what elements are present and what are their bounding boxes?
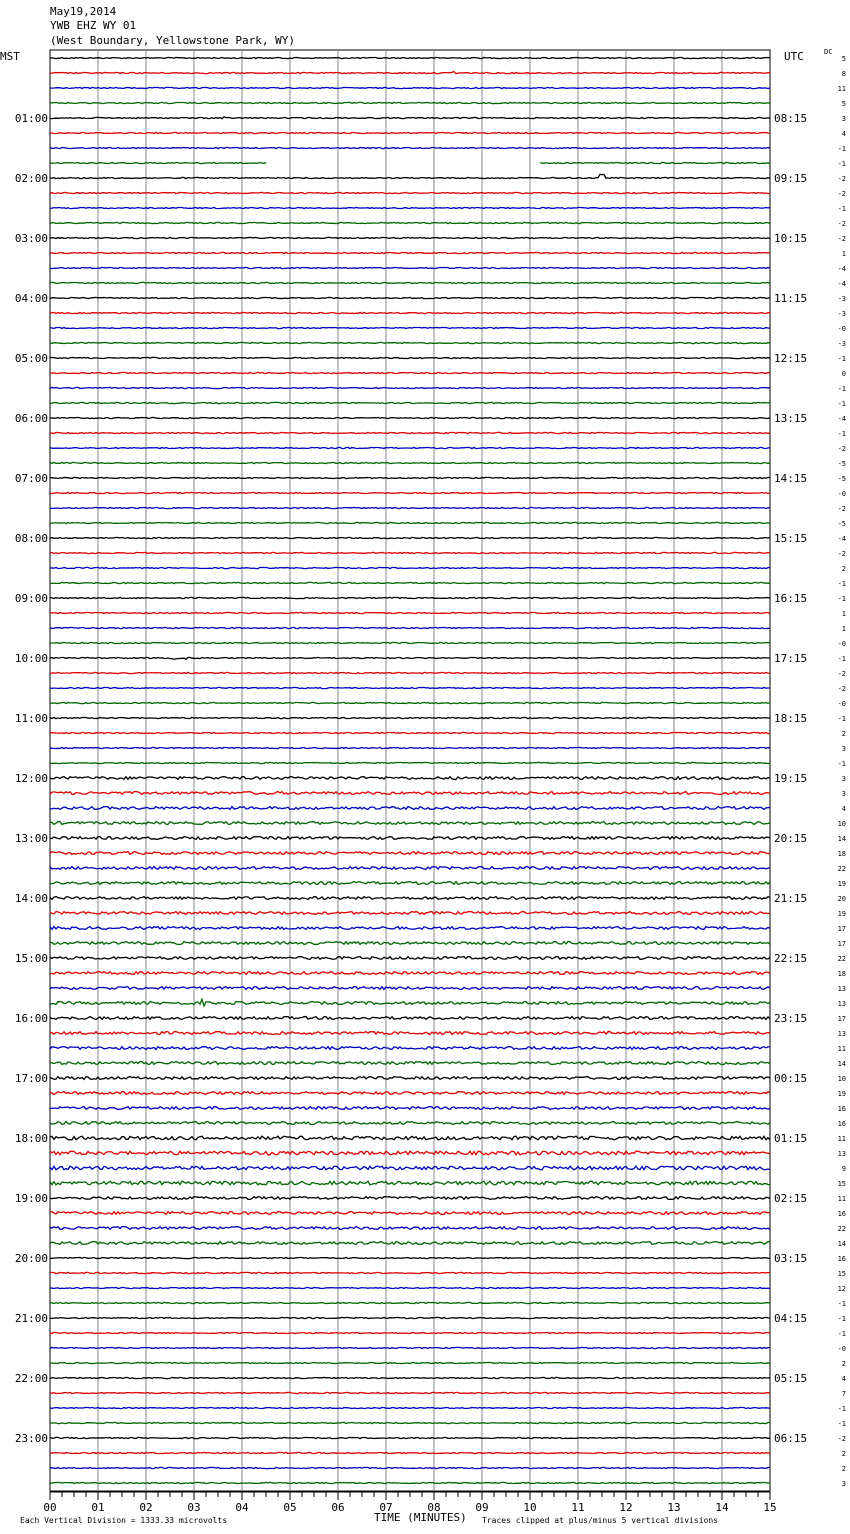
utc-hour-label: 23:15 bbox=[774, 1012, 808, 1025]
dc-offset-label: -1 bbox=[837, 1420, 846, 1428]
dc-offset-label: 2 bbox=[841, 1360, 846, 1368]
mst-hour-label: 02:00 bbox=[14, 172, 48, 185]
trace-row bbox=[50, 402, 770, 403]
dc-offset-label: 16 bbox=[837, 1210, 846, 1218]
trace-row bbox=[50, 1272, 770, 1273]
dc-offset-label: -4 bbox=[837, 280, 846, 288]
trace-row bbox=[50, 1392, 770, 1393]
dc-offset-label: 16 bbox=[837, 1120, 846, 1128]
dc-offset-label: 1 bbox=[841, 625, 846, 633]
dc-offset-label: -2 bbox=[837, 445, 846, 453]
dc-offset-label: 18 bbox=[837, 850, 846, 858]
trace-row bbox=[50, 507, 770, 508]
dc-offset-label: 13 bbox=[837, 1030, 846, 1038]
trace-row bbox=[50, 567, 770, 568]
trace-row bbox=[50, 597, 770, 598]
dc-offset-label: -3 bbox=[837, 340, 846, 348]
mst-hour-label: 08:00 bbox=[14, 532, 48, 545]
trace-row bbox=[50, 1437, 770, 1438]
mst-hour-label: 09:00 bbox=[14, 592, 48, 605]
dc-offset-label: 13 bbox=[837, 1150, 846, 1158]
utc-hour-label: 11:15 bbox=[774, 292, 808, 305]
x-tick-label: 06 bbox=[331, 1501, 345, 1514]
trace-row bbox=[50, 582, 770, 583]
utc-hour-label: 14:15 bbox=[774, 472, 808, 485]
trace-row bbox=[50, 297, 770, 298]
trace-row bbox=[50, 477, 770, 478]
trace-row bbox=[50, 927, 770, 930]
dc-offset-label: 1 bbox=[841, 250, 846, 258]
dc-offset-label: -0 bbox=[837, 490, 846, 498]
mst-hour-label: 23:00 bbox=[14, 1432, 48, 1445]
trace-row bbox=[50, 1302, 770, 1303]
trace-row bbox=[50, 57, 770, 58]
trace-row bbox=[50, 267, 770, 268]
dc-offset-label: -1 bbox=[837, 715, 846, 723]
utc-hour-label: 13:15 bbox=[774, 412, 808, 425]
trace-row bbox=[50, 687, 770, 688]
dc-offset-label: -2 bbox=[837, 1435, 846, 1443]
trace-row bbox=[50, 747, 770, 748]
x-tick-label: 03 bbox=[187, 1501, 201, 1514]
mst-hour-label: 22:00 bbox=[14, 1372, 48, 1385]
mst-hour-label: 16:00 bbox=[14, 1012, 48, 1025]
dc-offset-label: 3 bbox=[841, 775, 846, 783]
utc-hour-label: 01:15 bbox=[774, 1132, 808, 1145]
dc-offset-label: 17 bbox=[837, 1015, 846, 1023]
trace-row bbox=[50, 417, 770, 418]
dc-offset-label: -4 bbox=[837, 415, 846, 423]
trace-row bbox=[50, 342, 770, 343]
trace-row bbox=[50, 1092, 770, 1095]
dc-offset-label: -1 bbox=[837, 145, 846, 153]
dc-offset-label: -4 bbox=[837, 265, 846, 273]
trace-row bbox=[50, 792, 770, 795]
trace-row bbox=[50, 822, 770, 825]
utc-hour-label: 16:15 bbox=[774, 592, 808, 605]
trace-row bbox=[50, 1166, 770, 1170]
x-tick-label: 05 bbox=[283, 1501, 297, 1514]
trace-row bbox=[50, 552, 770, 553]
trace-row bbox=[50, 702, 770, 703]
x-tick-label: 00 bbox=[43, 1501, 57, 1514]
mst-hour-label: 06:00 bbox=[14, 412, 48, 425]
dc-offset-label: 13 bbox=[837, 1000, 846, 1008]
trace-row bbox=[50, 657, 770, 659]
dc-offset-label: 10 bbox=[837, 820, 846, 828]
trace-row bbox=[50, 147, 770, 148]
dc-offset-label: 22 bbox=[837, 865, 846, 873]
trace-row bbox=[50, 162, 770, 163]
trace-row bbox=[50, 87, 770, 88]
trace-row bbox=[50, 1332, 770, 1333]
dc-offset-label: 15 bbox=[837, 1180, 846, 1188]
trace-row bbox=[50, 987, 770, 990]
dc-label: DC bbox=[824, 48, 833, 56]
dc-offset-label: 2 bbox=[841, 565, 846, 573]
dc-offset-label: -1 bbox=[837, 355, 846, 363]
dc-offset-label: 19 bbox=[837, 1090, 846, 1098]
dc-offset-label: 22 bbox=[837, 1225, 846, 1233]
dc-offset-label: -5 bbox=[837, 520, 846, 528]
trace-row bbox=[50, 972, 770, 975]
dc-offset-label: 3 bbox=[841, 790, 846, 798]
mst-hour-label: 12:00 bbox=[14, 772, 48, 785]
utc-hour-label: 02:15 bbox=[774, 1192, 808, 1205]
utc-hour-label: 00:15 bbox=[774, 1072, 808, 1085]
dc-offset-label: 11 bbox=[837, 85, 846, 93]
trace-row bbox=[50, 642, 770, 643]
trace-row bbox=[50, 1482, 770, 1483]
mst-hour-label: 03:00 bbox=[14, 232, 48, 245]
dc-offset-label: 20 bbox=[837, 895, 846, 903]
trace-row bbox=[50, 1107, 770, 1110]
trace-row bbox=[50, 837, 770, 840]
x-tick-label: 02 bbox=[139, 1501, 153, 1514]
utc-hour-label: 12:15 bbox=[774, 352, 808, 365]
trace-row bbox=[50, 1242, 770, 1245]
trace-row bbox=[50, 102, 770, 103]
trace-row bbox=[50, 1197, 770, 1200]
trace-row bbox=[50, 1407, 770, 1408]
dc-offset-label: 14 bbox=[837, 1240, 846, 1248]
utc-hour-label: 03:15 bbox=[774, 1252, 808, 1265]
trace-row bbox=[50, 897, 770, 900]
dc-offset-label: 14 bbox=[837, 835, 846, 843]
mst-hour-label: 17:00 bbox=[14, 1072, 48, 1085]
date-title: May19,2014 bbox=[50, 5, 117, 18]
trace-row bbox=[50, 777, 770, 780]
dc-offset-label: 2 bbox=[841, 1465, 846, 1473]
utc-hour-label: 19:15 bbox=[774, 772, 808, 785]
trace-row bbox=[50, 1047, 770, 1050]
utc-hour-label: 06:15 bbox=[774, 1432, 808, 1445]
dc-offset-label: 2 bbox=[841, 730, 846, 738]
utc-hour-label: 08:15 bbox=[774, 112, 808, 125]
station-title: YWB EHZ WY 01 bbox=[50, 19, 137, 32]
dc-offset-label: -2 bbox=[837, 235, 846, 243]
clip-note: Traces clipped at plus/minus 5 vertical divisions bbox=[482, 1516, 719, 1525]
dc-offset-label: -1 bbox=[837, 400, 846, 408]
trace-row bbox=[50, 957, 770, 960]
scale-note: Each Vertical Division = 1333.33 microvolts bbox=[20, 1516, 228, 1525]
dc-offset-label: -4 bbox=[837, 535, 846, 543]
dc-offset-label: 12 bbox=[837, 1285, 846, 1293]
trace-row bbox=[50, 207, 770, 208]
trace-row bbox=[50, 357, 770, 358]
dc-offset-label: -3 bbox=[837, 310, 846, 318]
trace-row bbox=[50, 327, 770, 328]
dc-offset-label: 9 bbox=[841, 1165, 846, 1173]
dc-offset-label: -2 bbox=[837, 190, 846, 198]
dc-offset-label: 16 bbox=[837, 1255, 846, 1263]
dc-offset-label: 7 bbox=[841, 1390, 846, 1398]
dc-offset-label: 11 bbox=[837, 1195, 846, 1203]
trace-row bbox=[50, 627, 770, 628]
trace-row bbox=[50, 132, 770, 133]
trace-row bbox=[50, 72, 770, 74]
dc-offset-label: 3 bbox=[841, 745, 846, 753]
dc-offset-label: -1 bbox=[837, 430, 846, 438]
dc-offset-label: 5 bbox=[841, 100, 846, 108]
mst-hour-label: 01:00 bbox=[14, 112, 48, 125]
dc-offset-label: -5 bbox=[837, 460, 846, 468]
utc-hour-label: 09:15 bbox=[774, 172, 808, 185]
dc-offset-label: 19 bbox=[837, 880, 846, 888]
trace-row bbox=[50, 762, 770, 763]
dc-offset-label: 5 bbox=[841, 55, 846, 63]
trace-row bbox=[50, 387, 770, 388]
x-tick-label: 09 bbox=[475, 1501, 489, 1514]
dc-offset-label: -1 bbox=[837, 385, 846, 393]
utc-hour-label: 17:15 bbox=[774, 652, 808, 665]
dc-offset-label: -1 bbox=[837, 160, 846, 168]
x-tick-label: 10 bbox=[523, 1501, 537, 1514]
trace-row bbox=[50, 222, 770, 223]
mst-hour-label: 15:00 bbox=[14, 952, 48, 965]
x-tick-label: 01 bbox=[91, 1501, 105, 1514]
dc-offset-label: 3 bbox=[841, 1480, 846, 1488]
mst-hour-label: 18:00 bbox=[14, 1132, 48, 1145]
trace-row bbox=[50, 732, 770, 733]
dc-offset-label: 13 bbox=[837, 985, 846, 993]
trace-row bbox=[50, 1287, 770, 1288]
trace-row bbox=[50, 1257, 770, 1258]
trace-row bbox=[50, 462, 770, 463]
utc-hour-label: 10:15 bbox=[774, 232, 808, 245]
trace-row bbox=[50, 672, 770, 673]
dc-offset-label: -1 bbox=[837, 760, 846, 768]
dc-offset-label: 4 bbox=[841, 1375, 846, 1383]
trace-row bbox=[50, 432, 770, 433]
trace-row bbox=[50, 1422, 770, 1423]
trace-row bbox=[50, 447, 770, 448]
trace-row bbox=[50, 717, 770, 718]
trace-row bbox=[50, 174, 770, 178]
trace-row bbox=[50, 237, 770, 238]
trace-row bbox=[50, 1227, 770, 1230]
dc-offset-label: -2 bbox=[837, 505, 846, 513]
trace-row bbox=[50, 1362, 770, 1363]
trace-row bbox=[50, 807, 770, 810]
x-tick-label: 13 bbox=[667, 1501, 681, 1514]
dc-offset-label: -2 bbox=[837, 670, 846, 678]
utc-hour-label: 18:15 bbox=[774, 712, 808, 725]
dc-offset-label: 15 bbox=[837, 1270, 846, 1278]
trace-row bbox=[50, 117, 770, 119]
trace-row bbox=[50, 912, 770, 915]
trace-row bbox=[50, 999, 770, 1006]
trace-row bbox=[50, 882, 770, 885]
trace-row bbox=[50, 1347, 770, 1348]
x-axis-label: TIME (MINUTES) bbox=[374, 1511, 467, 1524]
dc-offset-label: -1 bbox=[837, 205, 846, 213]
plot-frame bbox=[50, 50, 770, 1491]
x-tick-label: 15 bbox=[763, 1501, 777, 1514]
trace-row bbox=[50, 372, 770, 373]
trace-row bbox=[50, 612, 770, 613]
trace-row bbox=[50, 1467, 770, 1468]
dc-offset-label: 11 bbox=[837, 1045, 846, 1053]
mst-hour-label: 05:00 bbox=[14, 352, 48, 365]
dc-offset-label: 17 bbox=[837, 940, 846, 948]
trace-row bbox=[50, 1181, 770, 1185]
mst-hour-label: 13:00 bbox=[14, 832, 48, 845]
x-tick-label: 12 bbox=[619, 1501, 633, 1514]
dc-offset-label: -2 bbox=[837, 175, 846, 183]
trace-row bbox=[50, 1452, 770, 1453]
dc-offset-label: -3 bbox=[837, 295, 846, 303]
dc-offset-label: 3 bbox=[841, 115, 846, 123]
dc-offset-label: -1 bbox=[837, 595, 846, 603]
utc-hour-label: 20:15 bbox=[774, 832, 808, 845]
dc-offset-label: -2 bbox=[837, 220, 846, 228]
dc-offset-label: 10 bbox=[837, 1075, 846, 1083]
x-tick-label: 11 bbox=[571, 1501, 585, 1514]
trace-row bbox=[50, 1122, 770, 1125]
trace-row bbox=[50, 1062, 770, 1065]
dc-offset-label: 4 bbox=[841, 130, 846, 138]
mst-hour-label: 14:00 bbox=[14, 892, 48, 905]
trace-row bbox=[50, 282, 770, 283]
dc-offset-label: -1 bbox=[837, 655, 846, 663]
utc-hour-label: 04:15 bbox=[774, 1312, 808, 1325]
dc-offset-label: 11 bbox=[837, 1135, 846, 1143]
trace-row bbox=[50, 192, 770, 193]
dc-offset-label: -0 bbox=[837, 640, 846, 648]
trace-row bbox=[50, 522, 770, 523]
dc-offset-label: 14 bbox=[837, 1060, 846, 1068]
dc-offset-label: 17 bbox=[837, 925, 846, 933]
trace-row bbox=[50, 1151, 770, 1155]
dc-offset-label: -5 bbox=[837, 475, 846, 483]
x-tick-label: 07 bbox=[379, 1501, 393, 1514]
dc-offset-label: 18 bbox=[837, 970, 846, 978]
dc-offset-label: 22 bbox=[837, 955, 846, 963]
utc-label: UTC bbox=[784, 50, 804, 63]
dc-offset-label: -0 bbox=[837, 1345, 846, 1353]
dc-offset-label: -1 bbox=[837, 580, 846, 588]
trace-row bbox=[50, 537, 770, 538]
trace-row bbox=[50, 1077, 770, 1080]
dc-offset-label: 19 bbox=[837, 910, 846, 918]
dc-offset-label: 8 bbox=[841, 70, 846, 78]
trace-row bbox=[50, 1032, 770, 1035]
x-tick-label: 14 bbox=[715, 1501, 729, 1514]
dc-offset-label: -0 bbox=[837, 700, 846, 708]
mst-hour-label: 20:00 bbox=[14, 1252, 48, 1265]
utc-hour-label: 22:15 bbox=[774, 952, 808, 965]
trace-row bbox=[50, 1017, 770, 1020]
trace-row bbox=[50, 1136, 770, 1140]
location-title: (West Boundary, Yellowstone Park, WY) bbox=[50, 34, 296, 47]
mst-hour-label: 04:00 bbox=[14, 292, 48, 305]
trace-row bbox=[50, 1317, 770, 1318]
dc-offset-label: 1 bbox=[841, 610, 846, 618]
trace-row bbox=[50, 492, 770, 493]
x-tick-label: 08 bbox=[427, 1501, 441, 1514]
mst-label: MST bbox=[0, 50, 20, 63]
dc-offset-label: -1 bbox=[837, 1315, 846, 1323]
dc-offset-label: -2 bbox=[837, 550, 846, 558]
trace-row bbox=[50, 852, 770, 855]
dc-offset-label: -1 bbox=[837, 1330, 846, 1338]
mst-hour-label: 07:00 bbox=[14, 472, 48, 485]
dc-offset-label: -0 bbox=[837, 325, 846, 333]
dc-offset-label: 2 bbox=[841, 1450, 846, 1458]
trace-row bbox=[50, 1377, 770, 1378]
trace-row bbox=[50, 1212, 770, 1215]
utc-hour-label: 21:15 bbox=[774, 892, 808, 905]
x-tick-label: 04 bbox=[235, 1501, 249, 1514]
mst-hour-label: 10:00 bbox=[14, 652, 48, 665]
trace-row bbox=[50, 312, 770, 313]
dc-offset-label: -2 bbox=[837, 685, 846, 693]
mst-hour-label: 11:00 bbox=[14, 712, 48, 725]
dc-offset-label: 4 bbox=[841, 805, 846, 813]
dc-offset-label: 0 bbox=[841, 370, 846, 378]
dc-offset-label: -1 bbox=[837, 1300, 846, 1308]
trace-row bbox=[50, 252, 770, 253]
trace-row bbox=[50, 942, 770, 945]
dc-offset-label: 16 bbox=[837, 1105, 846, 1113]
mst-hour-label: 19:00 bbox=[14, 1192, 48, 1205]
mst-hour-label: 21:00 bbox=[14, 1312, 48, 1325]
utc-hour-label: 15:15 bbox=[774, 532, 808, 545]
utc-hour-label: 05:15 bbox=[774, 1372, 808, 1385]
trace-row bbox=[50, 867, 770, 870]
dc-offset-label: -1 bbox=[837, 1405, 846, 1413]
